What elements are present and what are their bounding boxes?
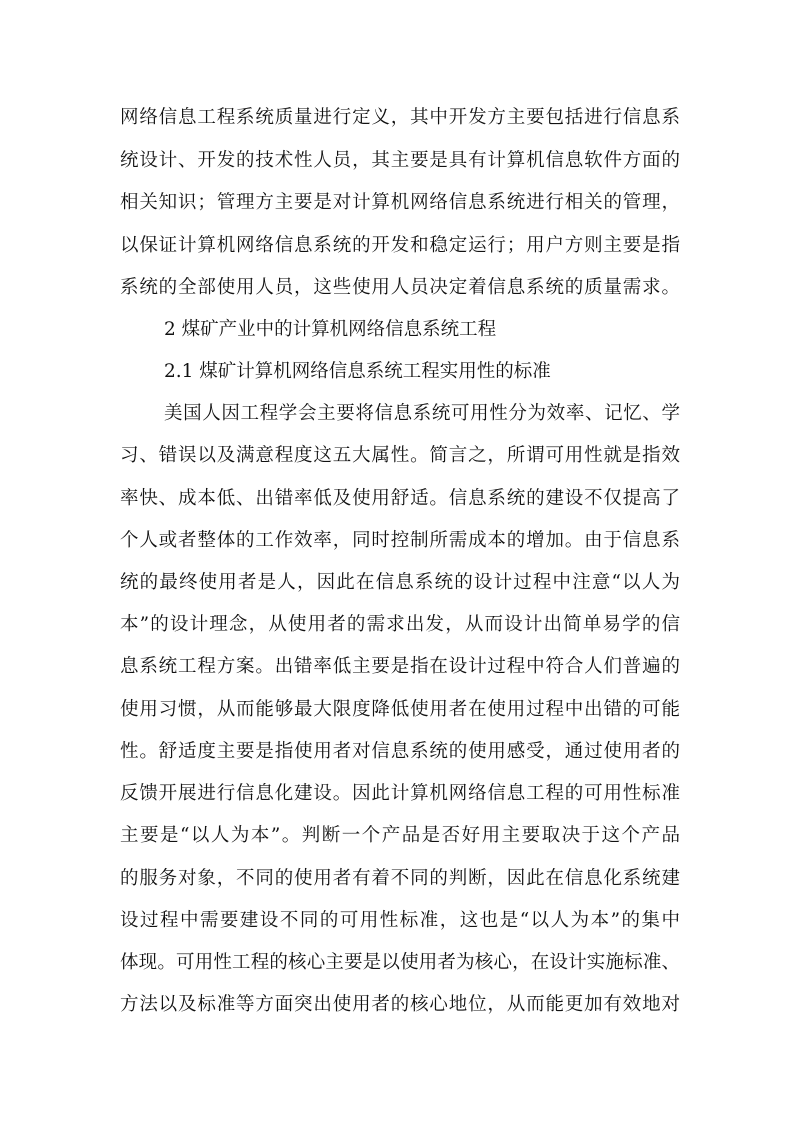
body-text-line: 率快、成本低、出错率低及使用舒适。信息系统的建设不仅提高了: [120, 488, 680, 509]
body-text-line: 反馈开展进行信息化建设。因此计算机网络信息工程的可用性标准: [120, 783, 680, 804]
body-text-line: 设过程中需要建设不同的可用性标准，这也是“以人为本”的集中: [120, 910, 680, 931]
body-text-line: 息系统工程方案。出错率低主要是指在设计过程中符合人们普遍的: [120, 656, 680, 677]
body-text-line: 以保证计算机网络信息系统的开发和稳定运行；用户方则主要是指: [120, 235, 680, 256]
body-text-line: 方法以及标准等方面突出使用者的核心地位，从而能更加有效地对: [120, 994, 680, 1015]
section-heading: 2 煤矿产业中的计算机网络信息系统工程: [164, 319, 497, 340]
body-text-line: 统设计、开发的技术性人员，其主要是具有计算机信息软件方面的: [120, 150, 680, 171]
body-text-line: 主要是“以人为本”。判断一个产品是否好用主要取决于这个产品: [120, 825, 680, 846]
subsection-heading: 2.1 煤矿计算机网络信息系统工程实用性的标准: [164, 361, 551, 382]
body-text-line: 美国人因工程学会主要将信息系统可用性分为效率、记忆、学: [164, 403, 680, 424]
body-text-line: 网络信息工程系统质量进行定义，其中开发方主要包括进行信息系: [120, 107, 680, 128]
body-text-line: 的服务对象，不同的使用者有着不同的判断，因此在信息化系统建: [120, 868, 680, 889]
body-text-line: 系统的全部使用人员，这些使用人员决定着信息系统的质量需求。: [120, 277, 680, 298]
body-text-line: 相关知识；管理方主要是对计算机网络信息系统进行相关的管理，: [120, 192, 680, 213]
body-text-line: 统的最终使用者是人，因此在信息系统的设计过程中注意“以人为: [120, 572, 680, 593]
body-text-line: 体现。可用性工程的核心主要是以使用者为核心，在设计实施标准、: [120, 952, 680, 973]
body-text-line: 个人或者整体的工作效率，同时控制所需成本的增加。由于信息系: [120, 530, 680, 551]
body-text-line: 习、错误以及满意程度这五大属性。简言之，所谓可用性就是指效: [120, 445, 680, 466]
body-text-line: 性。舒适度主要是指使用者对信息系统的使用感受，通过使用者的: [120, 741, 680, 762]
body-text-line: 本”的设计理念，从使用者的需求出发，从而设计出简单易学的信: [120, 614, 680, 635]
body-text-line: 使用习惯，从而能够最大限度降低使用者在使用过程中出错的可能: [120, 699, 680, 720]
